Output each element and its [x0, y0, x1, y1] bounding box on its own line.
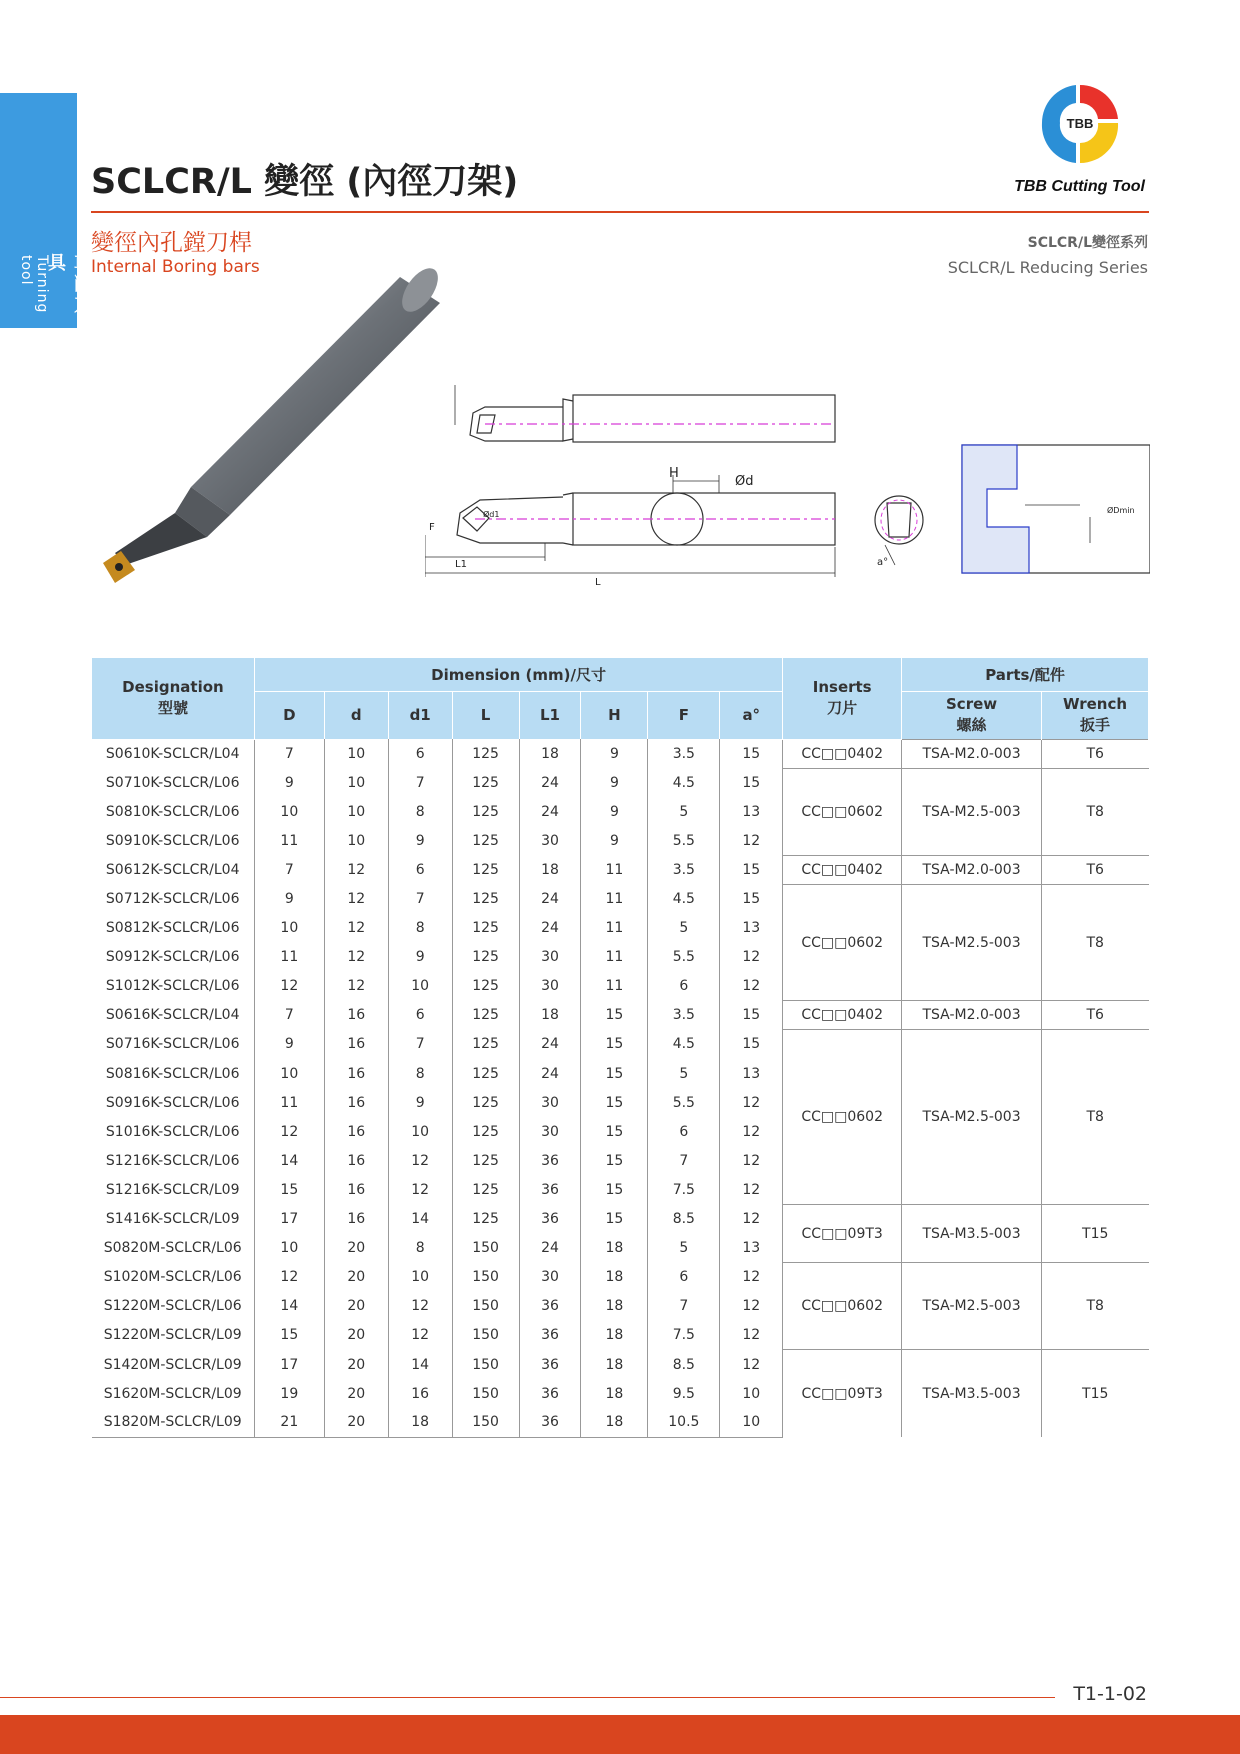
- dimension-cell: 10: [388, 1263, 452, 1292]
- dimension-cell: 8: [388, 914, 452, 943]
- dimension-cell: 30: [519, 826, 581, 855]
- designation-cell: S0812K-SCLCR/L06: [105, 920, 240, 937]
- designation-cell: S0810K-SCLCR/L06: [105, 803, 240, 820]
- dimension-cell: 9: [581, 768, 648, 797]
- dimension-cell: 18: [581, 1292, 648, 1321]
- dimension-cell: 18: [581, 1408, 648, 1437]
- series-label-en: SCLCR/L Reducing Series: [947, 258, 1148, 277]
- dimension-cell: 14: [254, 1146, 324, 1175]
- dimension-cell: 150: [452, 1292, 519, 1321]
- dimension-cell: 14: [388, 1350, 452, 1379]
- designation-cell: S1820M-SCLCR/L09: [92, 1408, 255, 1437]
- dimension-cell: 12: [720, 826, 783, 855]
- screw-cell: TSA-M3.5-003: [902, 1205, 1042, 1263]
- dimension-cell: 11: [254, 1088, 324, 1117]
- dimension-cell: 7: [254, 739, 324, 768]
- dimension-cell: 125: [452, 1175, 519, 1204]
- dimension-cell: 150: [452, 1350, 519, 1379]
- dimension-cell: 24: [519, 797, 581, 826]
- designation-cell: S0912K-SCLCR/L06: [105, 949, 240, 966]
- dimension-cell: 15: [581, 1175, 648, 1204]
- dimension-cell: 13: [720, 1234, 783, 1263]
- dimension-cell: 10: [388, 1117, 452, 1146]
- side-tab-zh: 車削刀具: [45, 253, 92, 316]
- designation-cell: S1012K-SCLCR/L06: [105, 978, 240, 995]
- spec-table: [91, 658, 1149, 1438]
- dimension-cell: 16: [324, 1146, 388, 1175]
- dimension-cell: 125: [452, 855, 519, 884]
- designation-cell: S0610K-SCLCR/L04: [105, 745, 240, 762]
- col-header-H: H: [581, 691, 648, 739]
- dimension-cell: 16: [324, 1030, 388, 1059]
- dimension-cell: 3.5: [648, 739, 720, 768]
- wrench-cell: T8: [1041, 1263, 1148, 1350]
- dimension-cell: 12: [720, 1321, 783, 1350]
- screw-cell: TSA-M2.5-003: [902, 884, 1042, 1000]
- dimension-cell: 16: [324, 1175, 388, 1204]
- dimension-cell: 13: [720, 1059, 783, 1088]
- dimension-cell: 7: [254, 1001, 324, 1030]
- insert-cell: CC□□09T3: [783, 1350, 902, 1437]
- insert-cell: CC□□0602: [783, 1030, 902, 1205]
- dimension-cell: 8.5: [648, 1350, 720, 1379]
- dimension-cell: 36: [519, 1205, 581, 1234]
- dimension-cell: 10: [720, 1408, 783, 1437]
- dimension-cell: 125: [452, 972, 519, 1001]
- dimension-cell: 11: [581, 943, 648, 972]
- dimension-cell: 9: [388, 826, 452, 855]
- dimension-cell: 12: [388, 1175, 452, 1204]
- dimension-cell: 11: [581, 972, 648, 1001]
- wrench-header: Wrench 扳手: [1041, 691, 1148, 739]
- dimension-cell: 15: [581, 1059, 648, 1088]
- dimension-cell: 20: [324, 1321, 388, 1350]
- dimension-cell: 11: [581, 855, 648, 884]
- dimension-cell: 6: [648, 972, 720, 1001]
- dimension-cell: 10: [254, 797, 324, 826]
- dimension-cell: 12: [720, 972, 783, 1001]
- dimension-cell: 18: [519, 739, 581, 768]
- col-header-D: D: [254, 691, 324, 739]
- dimension-cell: 12: [720, 943, 783, 972]
- dimension-cell: 9: [254, 884, 324, 913]
- dimension-cell: 30: [519, 972, 581, 1001]
- designation-cell: S1620M-SCLCR/L09: [103, 1385, 242, 1402]
- page-number: T1-1-02: [1073, 1683, 1147, 1705]
- dimension-cell: 3.5: [648, 855, 720, 884]
- dimension-cell: 30: [519, 1117, 581, 1146]
- screw-cell: TSA-M2.5-003: [902, 1030, 1042, 1205]
- designation-cell: S1220M-SCLCR/L09: [103, 1327, 242, 1344]
- dimension-cell: 5: [648, 1234, 720, 1263]
- dimension-cell: 10: [324, 768, 388, 797]
- page-title: SCLCR/L 變徑 (內徑刀架): [91, 162, 519, 202]
- dimension-cell: 12: [254, 1263, 324, 1292]
- dimension-cell: 125: [452, 1088, 519, 1117]
- dimension-cell: 12: [324, 855, 388, 884]
- dimension-cell: 125: [452, 1059, 519, 1088]
- dimension-cell: 8.5: [648, 1205, 720, 1234]
- designation-cell: S0712K-SCLCR/L06: [105, 891, 240, 908]
- dimension-cell: 10: [324, 739, 388, 768]
- dimension-cell: 12: [720, 1088, 783, 1117]
- dimension-cell: 15: [720, 884, 783, 913]
- dim-label-l: L: [595, 577, 601, 585]
- dimension-cell: 150: [452, 1379, 519, 1408]
- dim-label-d1: Ød1: [483, 510, 500, 519]
- dimension-cell: 8: [388, 1059, 452, 1088]
- dimension-cell: 9.5: [648, 1379, 720, 1408]
- dimension-cell: 6: [388, 855, 452, 884]
- wrench-cell: T15: [1041, 1205, 1148, 1263]
- inserts-header: Inserts 刀片: [783, 658, 902, 739]
- dim-label-f: F: [429, 522, 435, 533]
- logo-text: TBB Cutting Tool: [1014, 178, 1145, 195]
- dim-label-d: Ød: [735, 474, 754, 489]
- dimension-cell: 125: [452, 1001, 519, 1030]
- designation-cell: S1416K-SCLCR/L09: [105, 1211, 240, 1228]
- dimension-cell: 30: [519, 1088, 581, 1117]
- dimension-cell: 125: [452, 914, 519, 943]
- col-header-d1: d1: [388, 691, 452, 739]
- table-row: [92, 1263, 1149, 1292]
- dimension-cell: 15: [581, 1030, 648, 1059]
- dimension-cell: 9: [581, 826, 648, 855]
- dimension-cell: 12: [254, 972, 324, 1001]
- dimension-cell: 15: [720, 768, 783, 797]
- dimension-cell: 24: [519, 1059, 581, 1088]
- dimension-cell: 125: [452, 826, 519, 855]
- side-tab-en: Turning tool: [18, 255, 50, 314]
- dimension-cell: 18: [581, 1350, 648, 1379]
- table-row: [92, 739, 1149, 768]
- table-row: [92, 1001, 1149, 1030]
- screw-cell: TSA-M2.0-003: [902, 739, 1042, 768]
- designation-header: Designation 型號: [92, 658, 255, 739]
- dimension-cell: 17: [254, 1350, 324, 1379]
- col-header-L: L: [452, 691, 519, 739]
- dim-label-l1: L1: [455, 559, 467, 570]
- wrench-cell: T8: [1041, 884, 1148, 1000]
- dimension-cell: 18: [581, 1379, 648, 1408]
- dimension-cell: 24: [519, 884, 581, 913]
- dimension-cell: 15: [581, 1117, 648, 1146]
- dimension-cell: 14: [388, 1205, 452, 1234]
- designation-cell: S1216K-SCLCR/L09: [105, 1181, 240, 1198]
- designation-cell: S1420M-SCLCR/L09: [103, 1356, 242, 1373]
- dimension-cell: 10: [324, 797, 388, 826]
- dimension-cell: 8: [388, 797, 452, 826]
- designation-cell: S1220M-SCLCR/L06: [103, 1298, 242, 1315]
- tbb-logo: [1036, 79, 1124, 169]
- dimension-cell: 15: [720, 1030, 783, 1059]
- dimension-cell: 15: [254, 1321, 324, 1350]
- dimension-cell: 125: [452, 1030, 519, 1059]
- dimension-header: Dimension (mm)/尺寸: [254, 658, 782, 691]
- dimension-cell: 18: [581, 1263, 648, 1292]
- dimension-cell: 7: [648, 1146, 720, 1175]
- dimension-cell: 16: [324, 1001, 388, 1030]
- dimension-cell: 10: [388, 972, 452, 1001]
- designation-cell: S1020M-SCLCR/L06: [103, 1269, 242, 1286]
- dimension-cell: 6: [388, 739, 452, 768]
- dimension-cell: 9: [581, 739, 648, 768]
- dimension-cell: 7: [648, 1292, 720, 1321]
- dimension-cell: 30: [519, 1263, 581, 1292]
- dimension-cell: 15: [254, 1175, 324, 1204]
- dimension-cell: 15: [720, 739, 783, 768]
- dimension-cell: 20: [324, 1234, 388, 1263]
- dimension-cell: 6: [648, 1117, 720, 1146]
- screw-cell: TSA-M2.0-003: [902, 855, 1042, 884]
- dimension-cell: 16: [324, 1059, 388, 1088]
- dimension-cell: 5.5: [648, 1088, 720, 1117]
- designation-cell: S0820M-SCLCR/L06: [103, 1240, 242, 1257]
- dimension-cell: 12: [388, 1146, 452, 1175]
- dimension-cell: 36: [519, 1321, 581, 1350]
- dimension-cell: 125: [452, 1117, 519, 1146]
- dimension-cell: 36: [519, 1350, 581, 1379]
- dimension-cell: 125: [452, 768, 519, 797]
- dimension-cell: 20: [324, 1292, 388, 1321]
- dimension-cell: 16: [324, 1205, 388, 1234]
- dim-label-h: H: [669, 466, 679, 481]
- dimension-cell: 6: [388, 1001, 452, 1030]
- series-label-zh: SCLCR/L變徑系列: [1027, 235, 1148, 251]
- dimension-cell: 4.5: [648, 884, 720, 913]
- dimension-cell: 7: [388, 768, 452, 797]
- dimension-cell: 12: [324, 884, 388, 913]
- dimension-cell: 16: [324, 1117, 388, 1146]
- dimension-cell: 15: [581, 1146, 648, 1175]
- dimension-cell: 19: [254, 1379, 324, 1408]
- dimension-cell: 125: [452, 739, 519, 768]
- subtitle-zh: 變徑內孔鏜刀桿: [91, 230, 252, 256]
- wrench-cell: T8: [1041, 1030, 1148, 1205]
- title-divider: [91, 211, 1149, 213]
- footer-divider: [0, 1697, 1055, 1698]
- wrench-cell: T6: [1041, 1001, 1148, 1030]
- designation-cell: S0910K-SCLCR/L06: [105, 832, 240, 849]
- col-header-d: d: [324, 691, 388, 739]
- dimension-cell: 3.5: [648, 1001, 720, 1030]
- dimension-cell: 12: [388, 1321, 452, 1350]
- dimension-cell: 5.5: [648, 826, 720, 855]
- insert-cell: CC□□0402: [783, 739, 902, 768]
- insert-cell: CC□□0602: [783, 884, 902, 1000]
- dimension-cell: 21: [254, 1408, 324, 1437]
- dimension-cell: 7: [388, 1030, 452, 1059]
- table-row: [92, 884, 1149, 913]
- dimension-cell: 150: [452, 1234, 519, 1263]
- logo-badge-text: TBB: [1066, 116, 1094, 131]
- wrench-cell: T6: [1041, 739, 1148, 768]
- dimension-cell: 125: [452, 797, 519, 826]
- dimension-cell: 12: [254, 1117, 324, 1146]
- dimension-cell: 24: [519, 914, 581, 943]
- dimension-cell: 10: [324, 826, 388, 855]
- dimension-cell: 10: [254, 1059, 324, 1088]
- dimension-cell: 18: [519, 855, 581, 884]
- designation-cell: S0716K-SCLCR/L06: [105, 1036, 240, 1053]
- dimension-cell: 10: [720, 1379, 783, 1408]
- dimension-cell: 12: [720, 1350, 783, 1379]
- dimension-cell: 5: [648, 1059, 720, 1088]
- dimension-cell: 4.5: [648, 768, 720, 797]
- table-row: [92, 1350, 1149, 1379]
- dimension-cell: 15: [581, 1088, 648, 1117]
- dimension-cell: 36: [519, 1408, 581, 1437]
- dimension-cell: 5: [648, 797, 720, 826]
- screw-cell: TSA-M2.5-003: [902, 1263, 1042, 1350]
- screw-cell: TSA-M3.5-003: [902, 1350, 1042, 1437]
- wrench-cell: T15: [1041, 1350, 1148, 1437]
- dimension-cell: 18: [388, 1408, 452, 1437]
- dimension-cell: 125: [452, 1205, 519, 1234]
- designation-cell: S0710K-SCLCR/L06: [105, 774, 240, 791]
- dimension-cell: 9: [254, 768, 324, 797]
- dim-label-dmin: ØDmin: [1107, 506, 1135, 515]
- designation-cell: S1216K-SCLCR/L06: [105, 1152, 240, 1169]
- dimension-cell: 4.5: [648, 1030, 720, 1059]
- dimension-cell: 12: [388, 1292, 452, 1321]
- dimension-cell: 150: [452, 1408, 519, 1437]
- screw-cell: TSA-M2.0-003: [902, 1001, 1042, 1030]
- dimension-cell: 36: [519, 1379, 581, 1408]
- dimension-cell: 7.5: [648, 1175, 720, 1204]
- dimension-cell: 150: [452, 1263, 519, 1292]
- insert-cell: CC□□0602: [783, 1263, 902, 1350]
- dimension-cell: 17: [254, 1205, 324, 1234]
- dimension-cell: 12: [720, 1117, 783, 1146]
- dimension-cell: 20: [324, 1263, 388, 1292]
- dimension-cell: 20: [324, 1408, 388, 1437]
- table-row: [92, 1030, 1149, 1059]
- col-header-L1: L1: [519, 691, 581, 739]
- dimension-cell: 15: [581, 1001, 648, 1030]
- dimension-cell: 12: [720, 1292, 783, 1321]
- parts-header: Parts/配件: [902, 658, 1149, 691]
- dimension-cell: 36: [519, 1292, 581, 1321]
- dimension-cell: 24: [519, 1030, 581, 1059]
- dimension-cell: 7.5: [648, 1321, 720, 1350]
- dimension-cell: 10: [254, 914, 324, 943]
- dimension-cell: 18: [581, 1234, 648, 1263]
- dimension-cell: 9: [254, 1030, 324, 1059]
- dimension-cell: 11: [254, 826, 324, 855]
- dimension-cell: 30: [519, 943, 581, 972]
- dimension-cell: 36: [519, 1175, 581, 1204]
- dimension-cell: 12: [324, 972, 388, 1001]
- dimension-cell: 8: [388, 1234, 452, 1263]
- table-row: [92, 768, 1149, 797]
- dimension-cell: 18: [581, 1321, 648, 1350]
- dimension-cell: 9: [388, 1088, 452, 1117]
- dimension-cell: 11: [581, 914, 648, 943]
- dimension-cell: 9: [388, 943, 452, 972]
- dimension-cell: 15: [720, 1001, 783, 1030]
- dimension-cell: 16: [324, 1088, 388, 1117]
- dimension-cell: 125: [452, 943, 519, 972]
- dimension-cell: 18: [519, 1001, 581, 1030]
- dimension-cell: 10.5: [648, 1408, 720, 1437]
- dimension-cell: 5.5: [648, 943, 720, 972]
- dimension-cell: 11: [581, 884, 648, 913]
- col-header-F: F: [648, 691, 720, 739]
- dimension-cell: 13: [720, 797, 783, 826]
- table-row: [92, 1205, 1149, 1234]
- dim-label-a: a°: [877, 557, 889, 568]
- insert-cell: CC□□09T3: [783, 1205, 902, 1263]
- screw-header: Screw 螺絲: [902, 691, 1042, 739]
- dimension-cell: 16: [388, 1379, 452, 1408]
- dimension-cell: 9: [581, 797, 648, 826]
- dimension-cell: 36: [519, 1146, 581, 1175]
- dimension-cell: 7: [388, 884, 452, 913]
- insert-cell: CC□□0402: [783, 1001, 902, 1030]
- designation-cell: S0916K-SCLCR/L06: [105, 1094, 240, 1111]
- table-row: [92, 855, 1149, 884]
- designation-cell: S0616K-SCLCR/L04: [105, 1007, 240, 1024]
- dimension-cell: 125: [452, 884, 519, 913]
- subtitle-en: Internal Boring bars: [91, 257, 260, 277]
- dimension-cell: 20: [324, 1379, 388, 1408]
- technical-drawing: [425, 385, 1150, 585]
- dimension-cell: 10: [254, 1234, 324, 1263]
- dimension-cell: 14: [254, 1292, 324, 1321]
- insert-cell: CC□□0602: [783, 768, 902, 855]
- designation-cell: S0612K-SCLCR/L04: [105, 861, 240, 878]
- insert-cell: CC□□0402: [783, 855, 902, 884]
- dimension-cell: 20: [324, 1350, 388, 1379]
- dimension-cell: 5: [648, 914, 720, 943]
- wrench-cell: T6: [1041, 855, 1148, 884]
- dimension-cell: 12: [720, 1175, 783, 1204]
- dimension-cell: 12: [324, 943, 388, 972]
- side-category-tab: [0, 93, 92, 328]
- dimension-cell: 11: [254, 943, 324, 972]
- designation-cell: S0816K-SCLCR/L06: [105, 1065, 240, 1082]
- dimension-cell: 12: [720, 1205, 783, 1234]
- dimension-cell: 24: [519, 1234, 581, 1263]
- dimension-cell: 125: [452, 1146, 519, 1175]
- dimension-cell: 24: [519, 768, 581, 797]
- dimension-cell: 6: [648, 1263, 720, 1292]
- dimension-cell: 150: [452, 1321, 519, 1350]
- screw-cell: TSA-M2.5-003: [902, 768, 1042, 855]
- wrench-cell: T8: [1041, 768, 1148, 855]
- dimension-cell: 12: [720, 1146, 783, 1175]
- dimension-cell: 15: [581, 1205, 648, 1234]
- dimension-cell: 12: [720, 1263, 783, 1292]
- dimension-cell: 13: [720, 914, 783, 943]
- col-header-a: a°: [720, 691, 783, 739]
- dimension-cell: 7: [254, 855, 324, 884]
- dimension-cell: 12: [324, 914, 388, 943]
- designation-cell: S1016K-SCLCR/L06: [105, 1123, 240, 1140]
- dimension-cell: 15: [720, 855, 783, 884]
- footer-bar: [0, 1715, 1240, 1754]
